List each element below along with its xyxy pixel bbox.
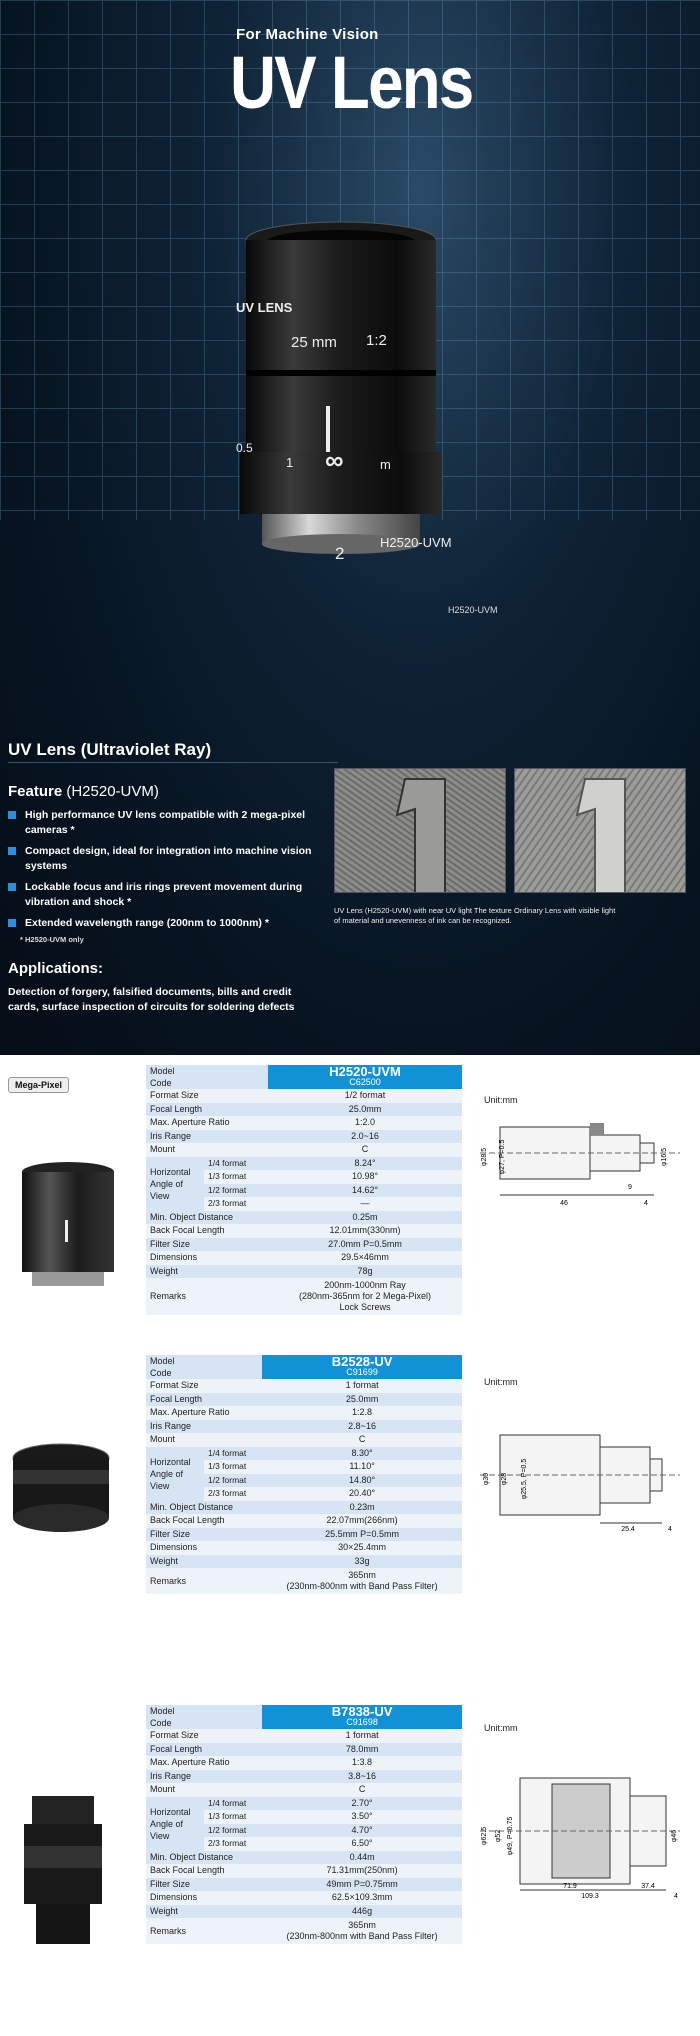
model-header	[268, 1065, 462, 1089]
remarks-value	[268, 1278, 462, 1315]
spec-value: 33g	[262, 1555, 462, 1569]
dimension-label: φ27, P=0.5	[499, 1139, 506, 1175]
product-section-h2520-uvm	[0, 1065, 700, 1365]
feature-item: Lockable focus and iris rings prevent movement during vibration and shock *	[8, 880, 338, 910]
hero-lens-label: 0.5	[236, 441, 253, 455]
hero-lens-label: ∞	[325, 445, 344, 475]
angle-value: 6.50°	[262, 1837, 462, 1851]
dimension-drawing	[480, 1105, 680, 1215]
model-code: C91699	[346, 1367, 378, 1377]
hero-lens-caption: H2520-UVM	[448, 605, 498, 615]
spec-value: 29.5×46mm	[268, 1251, 462, 1265]
hero-title: UV Lens	[230, 41, 473, 124]
product-lens-photo	[10, 1160, 130, 1295]
spec-label: Focal Length	[146, 1393, 262, 1407]
dimension-label: φ62.5	[481, 1826, 488, 1846]
dimension-label: φ46	[671, 1829, 678, 1843]
spec-value: 62.5×109.3mm	[262, 1891, 462, 1905]
feature-item: Extended wavelength range (200nm to 1000nm) *	[8, 916, 338, 931]
remark-line: 365nm	[348, 1920, 376, 1930]
ordinary-lens-sample-photo	[514, 768, 686, 893]
angle-value: 11.10°	[262, 1460, 462, 1474]
model-name: B7838-UV	[331, 1704, 393, 1719]
model-header	[262, 1355, 462, 1379]
format-sub-label: 1/3 format	[204, 1810, 262, 1824]
spec-label: Min. Object Distance	[146, 1211, 268, 1225]
angle-value: 2.70°	[262, 1797, 462, 1811]
spec-value: 1 format	[262, 1729, 462, 1743]
banknote-numeral-image	[335, 769, 506, 893]
spec-value: 22.07mm(266nm)	[262, 1514, 462, 1528]
model-code: C91698	[346, 1717, 378, 1727]
remark-line: (230nm-800nm with Band Pass Filter)	[286, 1581, 438, 1591]
spec-label: Back Focal Length	[146, 1864, 262, 1878]
remark-line: (230nm-800nm with Band Pass Filter)	[286, 1931, 438, 1941]
spec-label: Back Focal Length	[146, 1514, 262, 1528]
spec-label: Remarks	[146, 1278, 268, 1315]
model-name: H2520-UVM	[329, 1064, 401, 1079]
remarks-value	[262, 1568, 462, 1594]
spec-label: Dimensions	[146, 1891, 262, 1905]
spec-label: Weight	[146, 1265, 268, 1279]
format-sub-label: 1/3 format	[204, 1170, 268, 1184]
code-label: Code	[150, 1718, 172, 1728]
hero-lens-label: 1:2	[366, 332, 387, 349]
hero-lens-label: H2520-UVM	[380, 535, 452, 550]
format-sub-label: 2/3 format	[204, 1487, 262, 1501]
model-header	[262, 1705, 462, 1729]
spec-label: Filter Size	[146, 1528, 262, 1542]
spec-value: C	[268, 1143, 462, 1157]
spec-value: C	[262, 1433, 462, 1447]
spec-label: Max. Aperture Ratio	[146, 1116, 268, 1130]
dimension-label: 4	[668, 1526, 672, 1533]
spec-value: 1 format	[262, 1379, 462, 1393]
spec-label: Max. Aperture Ratio	[146, 1406, 262, 1420]
footnote: * H2520-UVM only	[20, 935, 84, 944]
spec-value: 25.0mm	[268, 1103, 462, 1117]
section-title: UV Lens (Ultraviolet Ray)	[8, 740, 212, 759]
format-sub-label: 1/4 format	[204, 1797, 262, 1811]
spec-label: Mount	[146, 1143, 268, 1157]
spec-label: Focal Length	[146, 1103, 268, 1117]
spec-label: Format Size	[146, 1379, 262, 1393]
spec-label: Iris Range	[146, 1420, 262, 1434]
spec-value: 2.8~16	[262, 1420, 462, 1434]
remark-line: (280nm-365nm for 2 Mega-Pixel)	[299, 1291, 432, 1301]
angle-value: 20.40°	[262, 1487, 462, 1501]
format-sub-label: 1/2 format	[204, 1474, 262, 1488]
spec-label: Iris Range	[146, 1770, 262, 1784]
dimension-label: φ30	[483, 1472, 490, 1486]
uv-photo-caption: UV Lens (H2520-UVM) with near UV light The texture of material and unevenness of ink can be recognized.	[334, 906, 512, 925]
model-code-label	[146, 1355, 262, 1379]
spec-label: Mount	[146, 1433, 262, 1447]
spec-value: 1:2.0	[268, 1116, 462, 1130]
product-section-b7838-uv	[0, 1705, 700, 2005]
spec-value: 0.25m	[268, 1211, 462, 1225]
angle-value: 8.24°	[268, 1157, 462, 1171]
feature-item: Compact design, ideal for integration into machine vision systems	[8, 844, 338, 874]
spec-value: 1:2.8	[262, 1406, 462, 1420]
spec-label: Iris Range	[146, 1130, 268, 1144]
angle-value: 8.30°	[262, 1447, 462, 1461]
spec-label: Weight	[146, 1555, 262, 1569]
angle-value: 10.98°	[268, 1170, 462, 1184]
spec-value: 30×25.4mm	[262, 1541, 462, 1555]
format-sub-label: 2/3 format	[204, 1197, 268, 1211]
spec-label: Dimensions	[146, 1251, 268, 1265]
feature-list	[8, 808, 338, 937]
spec-table	[146, 1705, 462, 1944]
spec-label: Mount	[146, 1783, 262, 1797]
code-label: Code	[150, 1078, 172, 1088]
hero-lens-label: m	[380, 457, 391, 472]
spec-value: 27.0mm P=0.5mm	[268, 1238, 462, 1252]
dimension-label: φ28	[501, 1472, 508, 1486]
dimension-label: 4	[674, 1893, 678, 1900]
angle-value: 4.70°	[262, 1824, 462, 1838]
unit-label: Unit:mm	[484, 1723, 518, 1733]
model-code: C62500	[349, 1077, 381, 1087]
hero-lens-label: 2	[335, 544, 345, 563]
mega-pixel-badge: Mega-Pixel	[8, 1077, 69, 1093]
spec-label: Dimensions	[146, 1541, 262, 1555]
spec-value: 25.5mm P=0.5mm	[262, 1528, 462, 1542]
ordinary-photo-caption: Ordinary Lens with visible light	[514, 906, 616, 915]
spec-value: 49mm P=0.75mm	[262, 1878, 462, 1892]
dimension-label: 109.3	[581, 1893, 599, 1900]
applications-text: Detection of forgery, falsified documents, bills and credit cards, surface inspection of circuits for soldering defects	[8, 986, 295, 1013]
format-sub-label: 1/3 format	[204, 1460, 262, 1474]
spec-label: Focal Length	[146, 1743, 262, 1757]
unit-label: Unit:mm	[484, 1095, 518, 1105]
model-label: Model	[150, 1066, 175, 1076]
angle-of-view-label: Horizontal Angle of View	[146, 1447, 204, 1501]
feature-model: (H2520-UVM)	[66, 783, 159, 800]
title-divider	[8, 762, 338, 763]
model-code-label	[146, 1705, 262, 1729]
dimension-label: φ49, P=0.75	[507, 1816, 514, 1856]
angle-value: 14.62°	[268, 1184, 462, 1198]
model-label: Model	[150, 1706, 175, 1716]
spec-label: Format Size	[146, 1089, 268, 1103]
format-sub-label: 1/4 format	[204, 1157, 268, 1171]
feature-heading	[8, 783, 159, 800]
dimension-label: φ28.5	[481, 1147, 488, 1167]
spec-value: 446g	[262, 1905, 462, 1919]
spec-label: Remarks	[146, 1918, 262, 1944]
dimension-label: 71.9	[563, 1883, 577, 1890]
hero-lens-label: 1	[286, 455, 294, 470]
dimension-label: 9	[628, 1184, 632, 1191]
format-sub-label: 1/2 format	[204, 1184, 268, 1198]
spec-label: Remarks	[146, 1568, 262, 1594]
spec-value: 78.0mm	[262, 1743, 462, 1757]
remark-line: 365nm	[348, 1570, 376, 1580]
spec-value: C	[262, 1783, 462, 1797]
format-sub-label: 1/4 format	[204, 1447, 262, 1461]
applications-heading: Applications:	[8, 960, 104, 977]
model-code-label	[146, 1065, 268, 1089]
spec-label: Format Size	[146, 1729, 262, 1743]
spec-value: 1:3.8	[262, 1756, 462, 1770]
feature-item: High performance UV lens compatible with 2 mega-pixel cameras *	[8, 808, 338, 838]
dimension-label: φ16.5	[661, 1147, 668, 1167]
uv-lens-sample-photo	[334, 768, 506, 893]
dimension-drawing	[480, 1770, 680, 1900]
dimension-label: 37.4	[641, 1883, 655, 1890]
spec-value: 71.31mm(250nm)	[262, 1864, 462, 1878]
remarks-value	[262, 1918, 462, 1944]
product-lens-photo	[10, 1790, 120, 1955]
product-section-b2528-uv	[0, 1355, 700, 1655]
code-label: Code	[150, 1368, 172, 1378]
hero-lens-label: UV LENS	[236, 300, 293, 315]
spec-label: Filter Size	[146, 1238, 268, 1252]
remark-line: 200nm-1000nm Ray	[324, 1280, 406, 1290]
spec-label: Min. Object Distance	[146, 1501, 262, 1515]
spec-label: Filter Size	[146, 1878, 262, 1892]
angle-of-view-label: Horizontal Angle of View	[146, 1157, 204, 1211]
dimension-label: 46	[560, 1200, 568, 1207]
format-sub-label: 2/3 format	[204, 1837, 262, 1851]
spec-value: 2.0~16	[268, 1130, 462, 1144]
banknote-numeral-image	[515, 769, 686, 893]
spec-label: Weight	[146, 1905, 262, 1919]
spec-label: Back Focal Length	[146, 1224, 268, 1238]
dimension-label: 25.4	[621, 1526, 635, 1533]
hero-kicker: For Machine Vision	[236, 26, 379, 43]
dimension-label: φ25.5, P=0.5	[521, 1458, 528, 1500]
spec-value: 0.44m	[262, 1851, 462, 1865]
unit-label: Unit:mm	[484, 1377, 518, 1387]
spec-value: 25.0mm	[262, 1393, 462, 1407]
product-lens-photo	[6, 1440, 126, 1555]
angle-of-view-label: Horizontal Angle of View	[146, 1797, 204, 1851]
spec-value: 78g	[268, 1265, 462, 1279]
hero-lens-label: 25 mm	[291, 334, 337, 351]
spec-value: 1/2 format	[268, 1089, 462, 1103]
feature-heading-text: Feature	[8, 783, 63, 800]
spec-value: 12.01mm(330nm)	[268, 1224, 462, 1238]
spec-table	[146, 1065, 462, 1315]
model-name: B2528-UV	[331, 1354, 393, 1369]
angle-value: —	[268, 1197, 462, 1211]
format-sub-label: 1/2 format	[204, 1824, 262, 1838]
angle-value: 14.80°	[262, 1474, 462, 1488]
angle-value: 3.50°	[262, 1810, 462, 1824]
dimension-label: 4	[644, 1200, 648, 1207]
spec-label: Max. Aperture Ratio	[146, 1756, 262, 1770]
remark-line: Lock Screws	[339, 1302, 391, 1312]
dimension-drawing	[480, 1425, 680, 1535]
spec-label: Min. Object Distance	[146, 1851, 262, 1865]
spec-value: 0.23m	[262, 1501, 462, 1515]
spec-table	[146, 1355, 462, 1594]
dimension-label: φ52	[495, 1829, 502, 1843]
model-label: Model	[150, 1356, 175, 1366]
spec-value: 3.8~16	[262, 1770, 462, 1784]
